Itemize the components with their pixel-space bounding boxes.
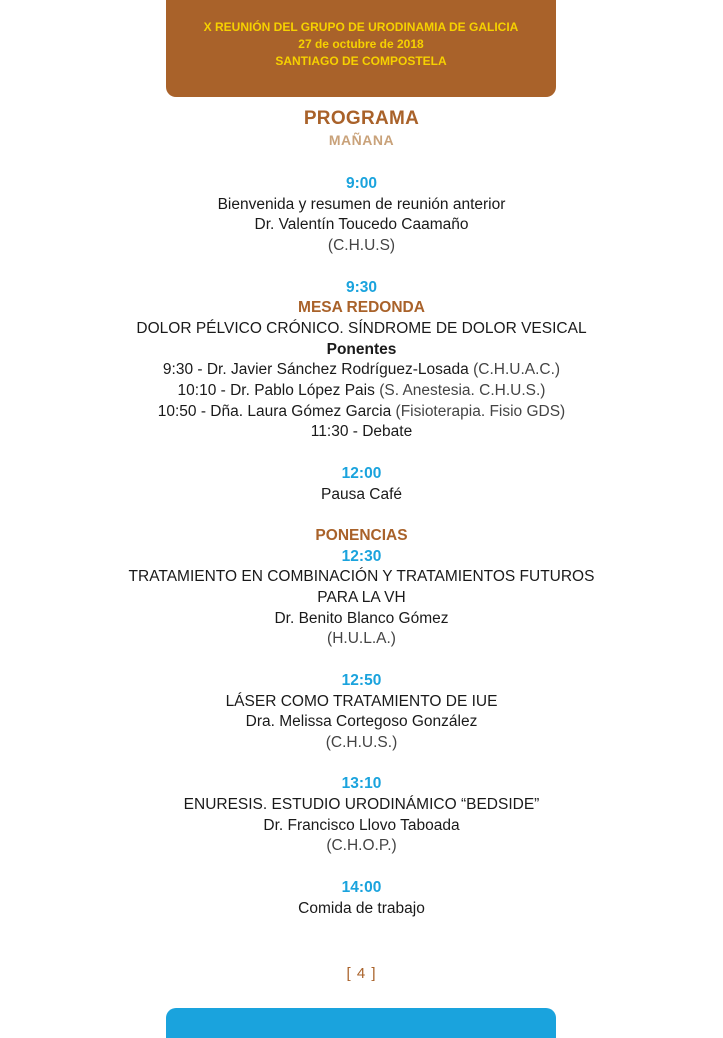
session-title: Comida de trabajo <box>298 899 425 917</box>
footer-banner <box>166 1008 556 1038</box>
session-topic: DOLOR PÉLVICO CRÓNICO. SÍNDROME DE DOLOR VESICAL <box>136 319 587 337</box>
time-label: 13:10 <box>341 775 382 793</box>
speakers-heading: Ponentes <box>326 340 397 358</box>
affiliation: (C.H.O.P.) <box>326 837 397 855</box>
speaker-name: Dra. Melissa Cortegoso González <box>245 713 478 731</box>
time-label: 12:50 <box>341 671 382 689</box>
time-label: 12:30 <box>341 547 382 565</box>
header-date: 27 de octubre de 2018 <box>298 37 424 51</box>
speaker-name: Dr. Benito Blanco Gómez <box>274 609 449 627</box>
section-heading: MESA REDONDA <box>298 299 425 317</box>
page-title: PROGRAMA <box>303 108 420 129</box>
time-label: 14:00 <box>341 878 382 896</box>
speaker-entry <box>0 402 723 423</box>
header-title: X REUNIÓN DEL GRUPO DE URODINAMIA DE GALICIA <box>203 20 519 34</box>
speaker-entry <box>0 381 723 402</box>
page-subtitle: MAÑANA <box>328 132 395 148</box>
program-block-welcome <box>0 174 723 257</box>
speaker-entry <box>0 360 723 381</box>
speaker-name: Dr. Valentín Toucedo Caamaño <box>254 216 469 234</box>
affiliation: (H.U.L.A.) <box>327 630 396 648</box>
affiliation: (S. Anestesia. C.H.U.S.) <box>379 382 546 400</box>
affiliation: (Fisioterapia. Fisio GDS) <box>395 402 566 420</box>
section-heading: PONENCIAS <box>315 526 408 544</box>
program-block-talk-3 <box>0 774 723 857</box>
session-topic: ENURESIS. ESTUDIO URODINÁMICO “BEDSIDE” <box>183 796 540 814</box>
header-banner <box>166 0 556 97</box>
program-block-roundtable <box>0 278 723 444</box>
page-number: [ 4 ] <box>346 965 377 982</box>
session-topic-cont: PARA LA VH <box>317 589 406 607</box>
time-label: 12:00 <box>341 464 382 482</box>
speaker-name: 10:50 - Dña. Laura Gómez Garcia <box>157 402 392 420</box>
program-block-talk-1 <box>0 526 723 650</box>
affiliation: (C.H.U.S.) <box>325 733 398 751</box>
time-label: 9:30 <box>345 278 378 296</box>
session-topic: TRATAMIENTO EN COMBINACIÓN Y TRATAMIENTOS FUTUROS <box>128 568 595 586</box>
program-block-break <box>0 464 723 505</box>
time-label: 9:00 <box>345 175 378 192</box>
speaker-name: Dr. Francisco Llovo Taboada <box>263 816 460 834</box>
session-title: Bienvenida y resumen de reunión anterior <box>217 195 506 213</box>
session-topic: LÁSER COMO TRATAMIENTO DE IUE <box>225 692 498 710</box>
debate-entry: 11:30 - Debate <box>310 423 413 441</box>
program-block-lunch <box>0 878 723 919</box>
speaker-name: 10:10 - Dr. Pablo López Pais <box>177 382 375 400</box>
affiliation: (C.H.U.S) <box>327 237 396 255</box>
session-title: Pausa Café <box>321 485 402 503</box>
program-content <box>0 174 723 940</box>
program-block-talk-2 <box>0 671 723 754</box>
header-location: SANTIAGO DE COMPOSTELA <box>275 54 447 68</box>
speaker-name: 9:30 - Dr. Javier Sánchez Rodríguez-Losada <box>162 361 469 379</box>
affiliation: (C.H.U.A.C.) <box>473 361 561 379</box>
